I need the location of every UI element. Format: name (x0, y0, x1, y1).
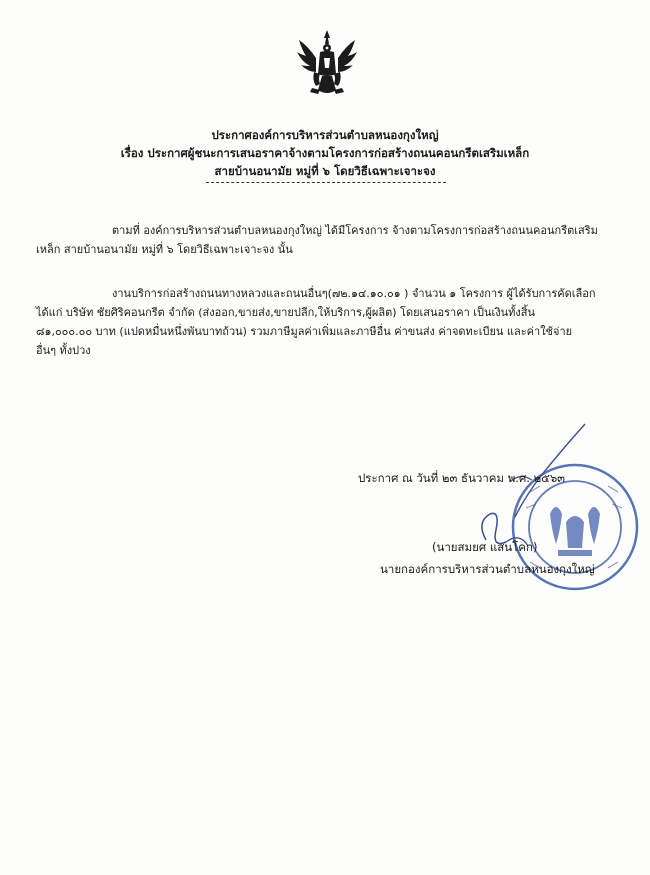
garuda-emblem-icon (296, 28, 358, 98)
paragraph-2-line-1: งานบริการก่อสร้างถนนทางหลวงและถนนอื่นๆ(๗๒.๑๔.๑๐.๐๑ ) จำนวน ๑ โครงการ ผู้ได้รับการคัดเลือก (112, 287, 596, 300)
paragraph-2-line-2: ได้แก่ บริษัท ชัยศิริคอนกรีต จำกัด (ส่งออก,ขายส่ง,ขายปลีก,ให้บริการ,ผู้ผลิต) โดยเสนอราคา เป็นเงินทั้งสิ้น (36, 306, 536, 319)
paragraph-1-line-1: ตามที่ องค์การบริหารส่วนตำบลหนองกุงใหญ่ ได้มีโครงการ จ้างตามโครงการก่อสร้างถนนคอนกรีตเสริม (112, 224, 598, 237)
signatory-name: (นายสมยศ แสนโคก) (432, 540, 538, 554)
title-separator (206, 182, 446, 183)
announcement-date: ประกาศ ณ วันที่ ๒๓ ธันวาคม พ.ศ. ๒๕๖๓ (358, 471, 566, 485)
paragraph-2-line-4: อื่นๆ ทั้งปวง (36, 344, 91, 357)
announcement-title: ประกาศองค์การบริหารส่วนตำบลหนองกุงใหญ่ (211, 128, 439, 142)
paragraph-2-line-3: ๘๑,๐๐๐.๐๐ บาท (แปดหมื่นหนึ่งพันบาทถ้วน) รวมภาษีมูลค่าเพิ่มและภาษีอื่น ค่าขนส่ง ค่าจดทะเบียน และค่าใช้จ่าย (36, 325, 573, 338)
signatory-position: นายกองค์การบริหารส่วนตำบลหนองกุงใหญ่ (380, 562, 595, 576)
announcement-subject-line2: สายบ้านอนามัย หมู่ที่ ๖ โดยวิธีเฉพาะเจาะจง (214, 164, 436, 178)
paragraph-1-line-2: เหล็ก สายบ้านอนามัย หมู่ที่ ๖ โดยวิธีเฉพาะเจาะจง นั้น (36, 243, 293, 256)
announcement-subject: เรื่อง ประกาศผู้ชนะการเสนอราคาจ้างตามโครงการก่อสร้างถนนคอนกรีตเสริมเหล็ก (120, 146, 530, 160)
